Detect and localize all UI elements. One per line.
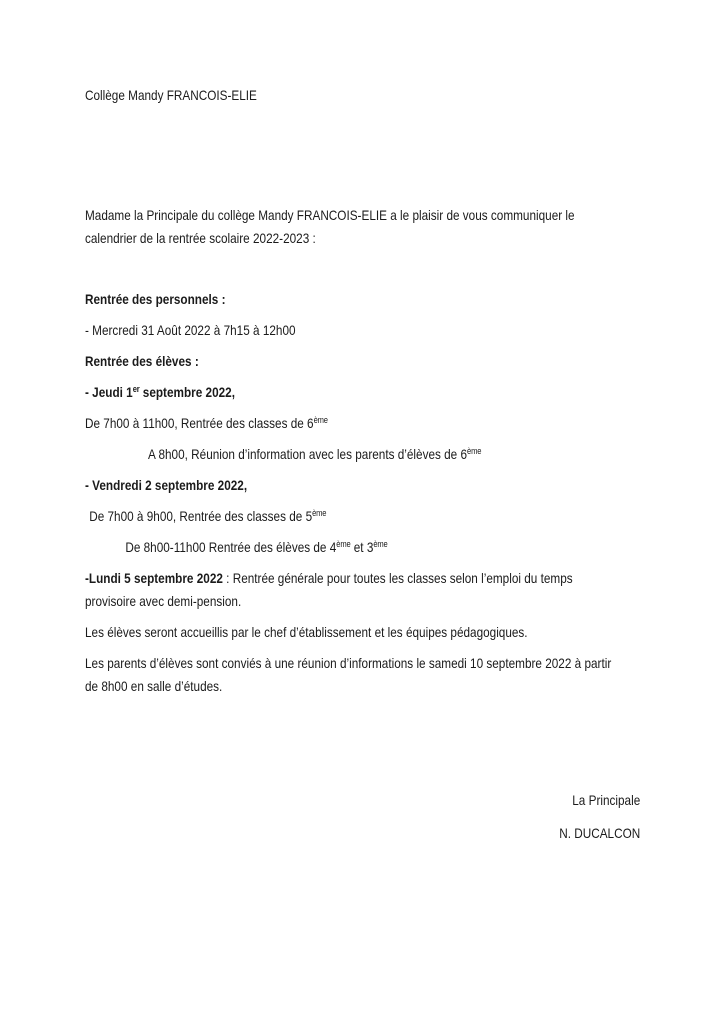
parents-paragraph (85, 652, 640, 698)
friday-slot-2-mid: et 3 (350, 539, 374, 555)
thursday-slot-1 (85, 412, 640, 435)
ordinal-sup-eme: ème (313, 415, 328, 425)
friday-slot-1-text: De 7h00 à 9h00, Rentrée des classes de 5 (89, 508, 313, 524)
friday-slot-2-text: De 8h00-11h00 Rentrée des élèves de 4 (125, 539, 337, 555)
text-block (85, 84, 640, 845)
welcome-paragraph: Les élèves seront accueillis par le chef d’établissement et les équipes pédagogiques. (85, 624, 528, 640)
ordinal-sup-eme: ème (336, 539, 351, 549)
school-name: Collège Mandy FRANCOIS-ELIE (85, 87, 257, 103)
parents-line-1: Les parents d’élèves sont conviés à une réunion d’informations le samedi 10 septembre 2022 à partir (85, 655, 612, 671)
thursday-title-rest: septembre 2022, (139, 384, 235, 400)
monday-paragraph (85, 567, 640, 613)
thursday-title (85, 381, 640, 404)
intro-line-2: calendrier de la rentrée scolaire 2022-2023 : (85, 230, 316, 246)
thursday-title-main: - Jeudi 1 (85, 384, 133, 400)
thursday-slot-2-text: A 8h00, Réunion d’information avec les parents d’élèves de 6 (148, 446, 468, 462)
ordinal-sup-eme: ème (467, 446, 482, 456)
signature-role: La Principale (572, 792, 641, 808)
monday-rest-1: : Rentrée générale pour toutes les classes selon l’emploi du temps (222, 570, 573, 586)
signature-block (85, 789, 640, 845)
thursday-slot-1-text: De 7h00 à 11h00, Rentrée des classes de 6 (85, 415, 314, 431)
friday-title: - Vendredi 2 septembre 2022, (85, 477, 248, 493)
signature-name: N. DUCALCON (559, 825, 641, 841)
staff-date-line: - Mercredi 31 Août 2022 à 7h15 à 12h00 (85, 322, 296, 338)
students-heading: Rentrée des élèves : (85, 353, 199, 369)
monday-line-1 (85, 567, 640, 590)
ordinal-sup-eme: ème (373, 539, 388, 549)
intro-paragraph (85, 204, 640, 250)
ordinal-sup-eme: ème (312, 508, 327, 518)
monday-line-2: provisoire avec demi-pension. (85, 593, 242, 609)
thursday-slot-2 (85, 443, 640, 466)
friday-slot-1 (85, 505, 640, 528)
friday-slot-2 (85, 536, 640, 559)
staff-heading: Rentrée des personnels : (85, 291, 226, 307)
ordinal-sup-er: er (132, 384, 140, 394)
intro-line-1: Madame la Principale du collège Mandy FRANCOIS-ELIE a le plaisir de vous communiquer le (85, 207, 575, 223)
monday-title: -Lundi 5 septembre 2022 (85, 570, 223, 586)
parents-line-2: de 8h00 en salle d’études. (85, 678, 223, 694)
